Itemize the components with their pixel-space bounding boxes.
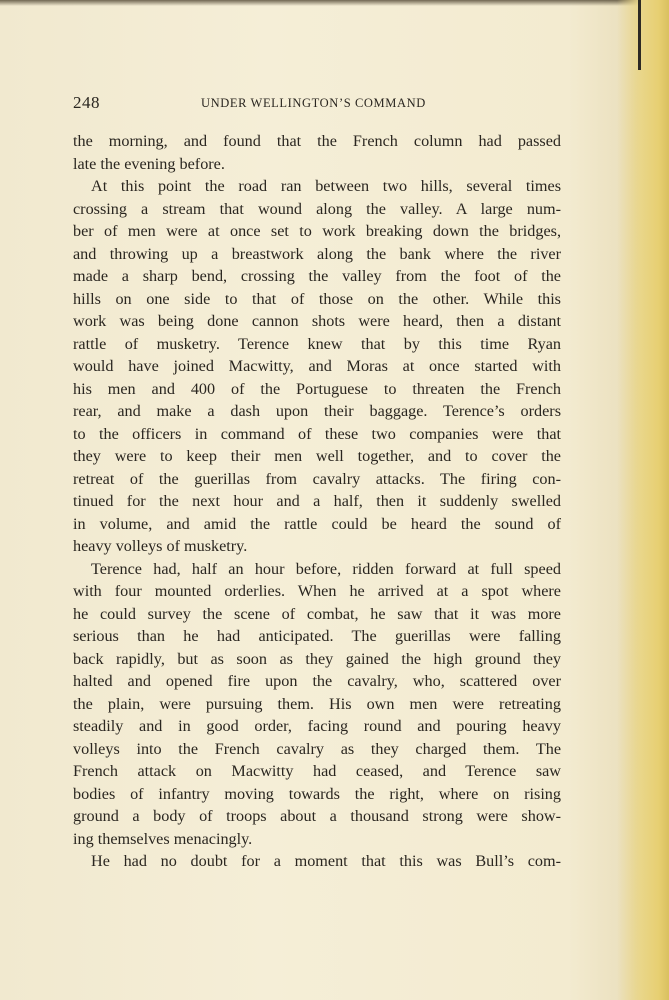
- paragraph: [73, 850, 561, 873]
- text-line: rattle of musketry. Terence knew that by this time Ryan: [73, 334, 561, 353]
- page-top-shadow: [0, 0, 669, 6]
- paragraph: [73, 558, 561, 851]
- page-header: [73, 93, 563, 115]
- text-line: Terence had, half an hour before, ridden forward at full speed: [91, 559, 561, 578]
- text-line: ing themselves menacingly.: [73, 829, 253, 848]
- text-line: with four mounted orderlies. When he arrived at a spot where: [73, 582, 561, 600]
- text-line: he could survey the scene of combat, he saw that it was more: [73, 604, 561, 623]
- text-line: retreat of the guerillas from cavalry attacks. The firing con-: [73, 469, 561, 488]
- body-text: [73, 130, 561, 873]
- text-line: the morning, and found that the French column had passed: [73, 132, 561, 150]
- book-spine-edge: [617, 0, 669, 1000]
- text-line: serious than he had anticipated. The guerillas were falling: [73, 627, 561, 645]
- text-line: At this point the road ran between two hills, several times: [91, 177, 561, 195]
- text-line: volleys into the French cavalry as they charged them. The: [73, 739, 561, 758]
- text-line: in volume, and amid the rattle could be heard the sound of: [73, 514, 561, 533]
- text-line: He had no doubt for a moment that this was Bull’s com-: [91, 852, 561, 870]
- text-line: back rapidly, but as soon as they gained the high ground they: [73, 649, 561, 668]
- text-line: they were to keep their men well together, and to cover the: [73, 447, 561, 465]
- text-line: to the officers in command of these two companies were that: [73, 424, 561, 443]
- text-line: steadily and in good order, facing round and pouring heavy: [73, 717, 561, 735]
- text-line: tinued for the next hour and a half, then it suddenly swelled: [73, 492, 561, 510]
- text-line: halted and opened fire upon the cavalry, who, scattered over: [73, 672, 561, 690]
- text-line: rear, and make a dash upon their baggage. Terence’s orders: [73, 402, 561, 420]
- text-line: his men and 400 of the Portuguese to threaten the French: [73, 379, 561, 398]
- paragraph: [73, 175, 561, 558]
- text-line: would have joined Macwitty, and Moras at once started with: [73, 357, 561, 375]
- text-line: the plain, were pursuing them. His own men were retreating: [73, 694, 561, 713]
- text-line: French attack on Macwitty had ceased, and Terence saw: [73, 762, 561, 780]
- text-line: hills on one side to that of those on the other. While this: [73, 289, 561, 308]
- text-line: crossing a stream that wound along the valley. A large num-: [73, 199, 561, 218]
- text-line: heavy volleys of musketry.: [73, 537, 248, 555]
- text-line: ground a body of troops about a thousand strong were show-: [73, 807, 561, 825]
- page-number: 248: [73, 93, 100, 112]
- running-head: UNDER WELLINGTON’S COMMAND: [201, 96, 426, 110]
- text-line: and throwing up a breastwork along the bank where the river: [73, 244, 561, 263]
- text-line: late the evening before.: [73, 154, 225, 173]
- spine-dark-line: [638, 0, 641, 70]
- text-line: bodies of infantry moving towards the right, where on rising: [73, 784, 561, 803]
- text-line: ber of men were at once set to work breaking down the bridges,: [73, 222, 561, 240]
- text-line: made a sharp bend, crossing the valley from the foot of the: [73, 267, 561, 285]
- text-line: work was being done cannon shots were heard, then a distant: [73, 312, 561, 330]
- paragraph: [73, 130, 561, 175]
